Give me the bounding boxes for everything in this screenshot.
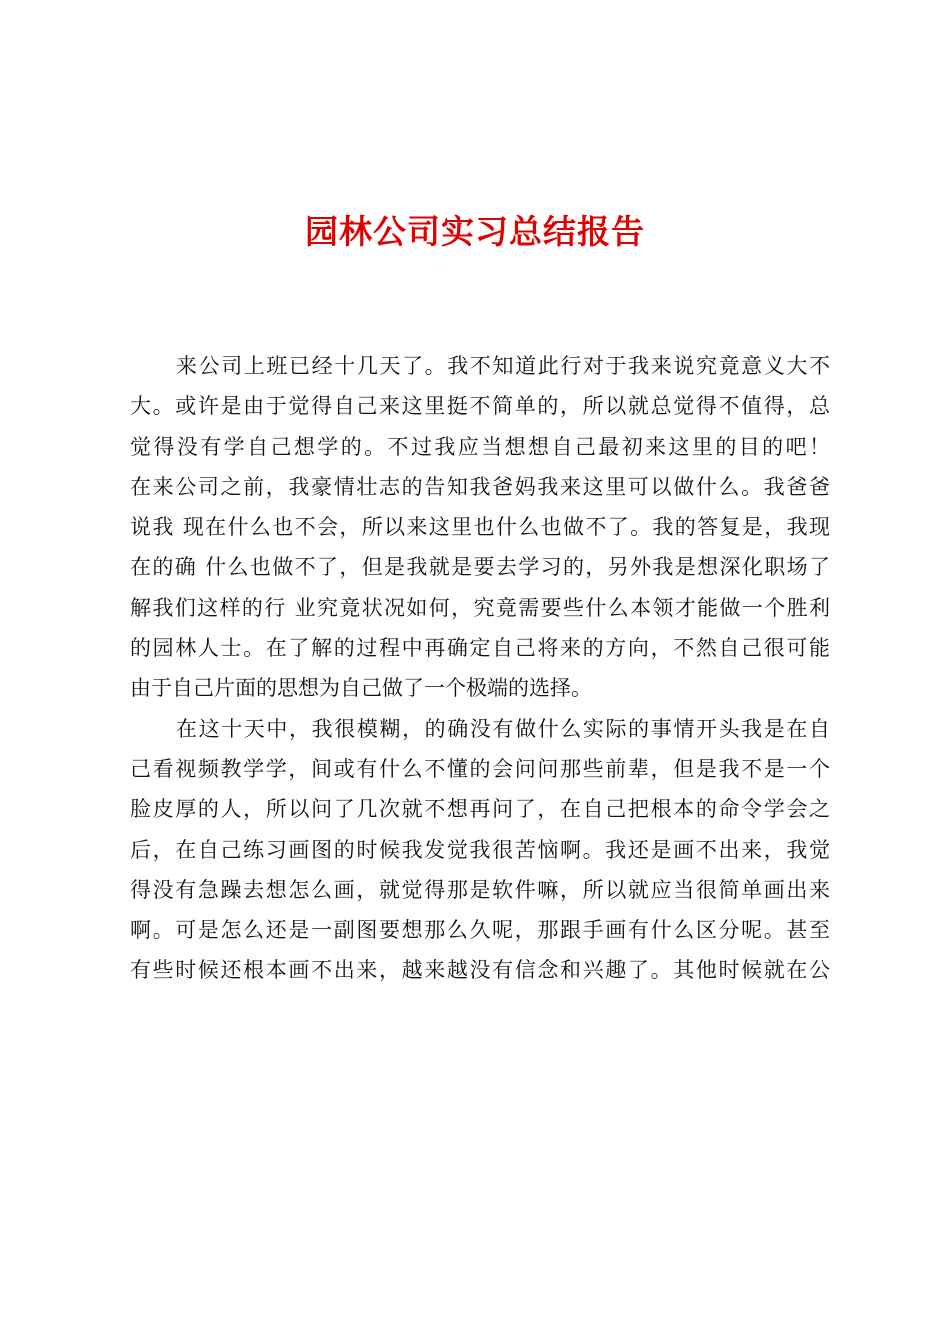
paragraph [130,346,830,709]
text-line: 啊。可是怎么还是一副图要想那么久呢，那跟手画有什么区分呢。甚至 [130,918,830,943]
text-line: 在来公司之前，我豪情壮志的告知我爸妈我来这里可以做什么。我爸爸 [130,474,830,499]
text-line: 在的确 什么也做不了，但是我就是要去学习的，另外我是想深化职场了 [130,555,830,580]
text-line: 由于自己片面的思想为自己做了一个极端的选择。 [130,676,592,701]
document-title: 园林公司实习总结报告 [305,212,645,251]
text-line: 在这十天中，我很模糊，的确没有做什么实际的事情开头我是在自 [176,716,830,741]
text-line: 后，在自己练习画图的时候我发觉我很苦恼啊。我还是画不出来，我觉 [130,837,830,862]
text-line: 说我 现在什么也不会，所以来这里也什么也做不了。我的答复是，我现 [130,515,830,540]
text-line: 来公司上班已经十几天了。我不知道此行对于我来说究竟意义大不 [176,354,830,378]
paragraph [130,709,830,991]
text-line: 的园林人士。在了解的过程中再确定自己将来的方向，不然自己很可能 [130,636,830,661]
text-line: 解我们这样的行 业究竟状况如何，究竟需要些什么本领才能做一个胜利 [130,595,830,620]
text-line: 脸皮厚的人，所以问了几次就不想再问了，在自己把根本的命令学会之 [130,797,830,822]
text-line: 大。或许是由于觉得自己来这里挺不简单的，所以就总觉得不值得，总 [130,394,830,419]
text-line: 得没有急躁去想怎么画，就觉得那是软件嘛，所以就应当很简单画出来 [130,877,830,902]
text-line: 有些时候还根本画不出来，越来越没有信念和兴趣了。其他时候就在公 [130,958,830,983]
text-line: 觉得没有学自己想学的。不过我应当想想自己最初来这里的目的吧！ [130,434,830,459]
document-body [130,346,830,991]
text-line: 己看视频教学学，间或有什么不懂的会问问那些前辈，但是我不是一个 [130,756,830,781]
